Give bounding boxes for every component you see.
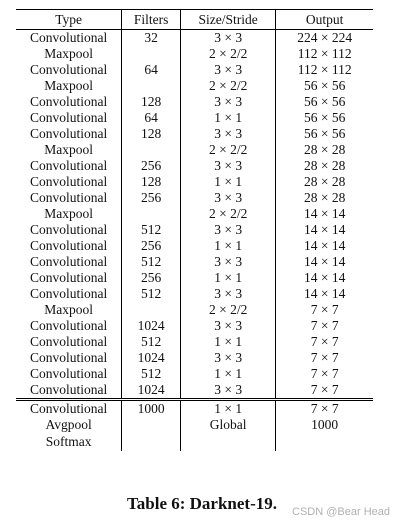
table-row [16,110,373,126]
cell-type: Convolutional [29,318,108,333]
cell-type: Convolutional [29,222,108,237]
cell-type: Convolutional [29,62,108,77]
table-row [16,318,373,334]
table-row [16,270,373,286]
cell-size-stride: 3 × 3 [180,158,275,174]
cell-type: Convolutional [29,366,108,381]
cell-size-stride: 3 × 3 [180,222,275,238]
header-type: Type [16,10,122,30]
table-row [16,350,373,366]
header-row [16,10,373,30]
cell-type: Convolutional [29,334,108,349]
table-row [16,46,373,62]
table-row [16,238,373,254]
cell-output: 56 × 56 [276,78,373,94]
cell-size-stride: 2 × 2/2 [180,206,275,222]
cell-filters: 64 [122,110,181,126]
cell-filters: 512 [122,366,181,382]
cell-output: 14 × 14 [276,286,373,302]
cell-size-stride: 3 × 3 [180,30,275,47]
cell-type: Maxpool [44,46,93,61]
cell-type: Convolutional [29,238,108,253]
architecture-table [16,9,373,451]
cell-output: 28 × 28 [276,142,373,158]
table-header [16,10,373,30]
cell-filters: 256 [122,270,181,286]
cell-type: Convolutional [29,286,108,301]
cell-size-stride: 3 × 3 [180,126,275,142]
cell-filters: 512 [122,286,181,302]
cell-type: Convolutional [29,270,108,285]
cell-output: 56 × 56 [276,110,373,126]
cell-size-stride: 3 × 3 [180,94,275,110]
table-caption: Table 6: Darknet-19. [126,494,277,513]
cell-type: Convolutional [29,190,108,205]
cell-filters [122,417,181,433]
cell-size-stride: 3 × 3 [180,318,275,334]
table-body [16,30,373,400]
cell-output: 28 × 28 [276,174,373,190]
cell-size-stride: 1 × 1 [180,270,275,286]
cell-filters [122,433,181,451]
cell-type: Convolutional [29,174,108,189]
cell-type: Convolutional [29,254,108,269]
cell-type: Maxpool [44,142,93,157]
cell-size-stride: 3 × 3 [180,350,275,366]
tail-row [16,433,373,451]
cell-output: 14 × 14 [276,222,373,238]
cell-filters [122,142,181,158]
cell-size-stride: 1 × 1 [180,366,275,382]
cell-type: Maxpool [44,302,93,317]
header-output: Output [276,10,373,30]
table-row [16,126,373,142]
table-tail [16,400,373,452]
table-row [16,62,373,78]
table-row [16,302,373,318]
cell-filters: 64 [122,62,181,78]
cell-output: 7 × 7 [276,350,373,366]
cell-size-stride: 1 × 1 [180,174,275,190]
cell-size-stride: 1 × 1 [180,238,275,254]
cell-output: 14 × 14 [276,254,373,270]
cell-filters [122,78,181,94]
cell-output: 28 × 28 [276,158,373,174]
cell-output: 7 × 7 [276,334,373,350]
cell-filters: 32 [122,30,181,47]
cell-filters [122,206,181,222]
cell-output: 7 × 7 [276,366,373,382]
cell-output: 14 × 14 [276,206,373,222]
table-row [16,158,373,174]
table-row [16,382,373,400]
table-row [16,286,373,302]
table-row [16,254,373,270]
header-size-stride: Size/Stride [180,10,275,30]
cell-output: 14 × 14 [276,270,373,286]
cell-type: Avgpool [45,417,92,432]
cell-filters: 256 [122,190,181,206]
cell-output: 7 × 7 [276,302,373,318]
table-row [16,366,373,382]
cell-size-stride: 3 × 3 [180,254,275,270]
table-row [16,190,373,206]
cell-type: Convolutional [29,350,108,365]
cell-size-stride: 1 × 1 [180,334,275,350]
cell-filters: 1024 [122,350,181,366]
cell-filters: 512 [122,222,181,238]
cell-output: 28 × 28 [276,190,373,206]
cell-size-stride: 2 × 2/2 [180,78,275,94]
cell-filters: 128 [122,174,181,190]
cell-output: 56 × 56 [276,126,373,142]
cell-output [276,433,373,451]
cell-output: 224 × 224 [276,30,373,47]
cell-filters: 256 [122,158,181,174]
cell-output: 112 × 112 [276,46,373,62]
cell-filters: 512 [122,254,181,270]
table-row [16,78,373,94]
header-filters: Filters [122,10,181,30]
table-row [16,174,373,190]
cell-size-stride: 1 × 1 [180,400,275,418]
table-row [16,94,373,110]
cell-type: Maxpool [44,206,93,221]
cell-size-stride [180,433,275,451]
cell-type: Convolutional [29,158,108,173]
cell-filters: 1024 [122,318,181,334]
cell-size-stride: Global [180,417,275,433]
cell-filters: 1024 [122,382,181,400]
cell-type: Convolutional [29,94,108,109]
cell-type: Convolutional [29,30,108,45]
cell-output: 7 × 7 [276,400,373,418]
cell-size-stride: 2 × 2/2 [180,302,275,318]
cell-size-stride: 1 × 1 [180,110,275,126]
table-row [16,30,373,47]
cell-size-stride: 3 × 3 [180,382,275,400]
cell-output: 7 × 7 [276,382,373,400]
cell-output: 7 × 7 [276,318,373,334]
cell-output: 112 × 112 [276,62,373,78]
tail-row [16,400,373,418]
cell-filters: 128 [122,94,181,110]
cell-filters: 1000 [122,400,181,418]
cell-size-stride: 2 × 2/2 [180,46,275,62]
cell-type: Softmax [45,434,92,449]
cell-filters [122,46,181,62]
cell-type: Convolutional [16,382,122,400]
tail-row [16,417,373,433]
cell-size-stride: 2 × 2/2 [180,142,275,158]
cell-filters: 256 [122,238,181,254]
cell-filters: 512 [122,334,181,350]
table-row [16,142,373,158]
cell-output: 1000 [276,417,373,433]
cell-output: 56 × 56 [276,94,373,110]
cell-output: 14 × 14 [276,238,373,254]
table-row [16,334,373,350]
table-row [16,206,373,222]
cell-type: Convolutional [29,401,108,416]
cell-size-stride: 3 × 3 [180,62,275,78]
table-row [16,222,373,238]
cell-size-stride: 3 × 3 [180,190,275,206]
cell-type: Convolutional [29,110,108,125]
cell-type: Convolutional [29,126,108,141]
cell-filters [122,302,181,318]
cell-size-stride: 3 × 3 [180,286,275,302]
watermark: CSDN @Bear Head [292,506,390,518]
cell-filters: 128 [122,126,181,142]
cell-type: Maxpool [44,78,93,93]
